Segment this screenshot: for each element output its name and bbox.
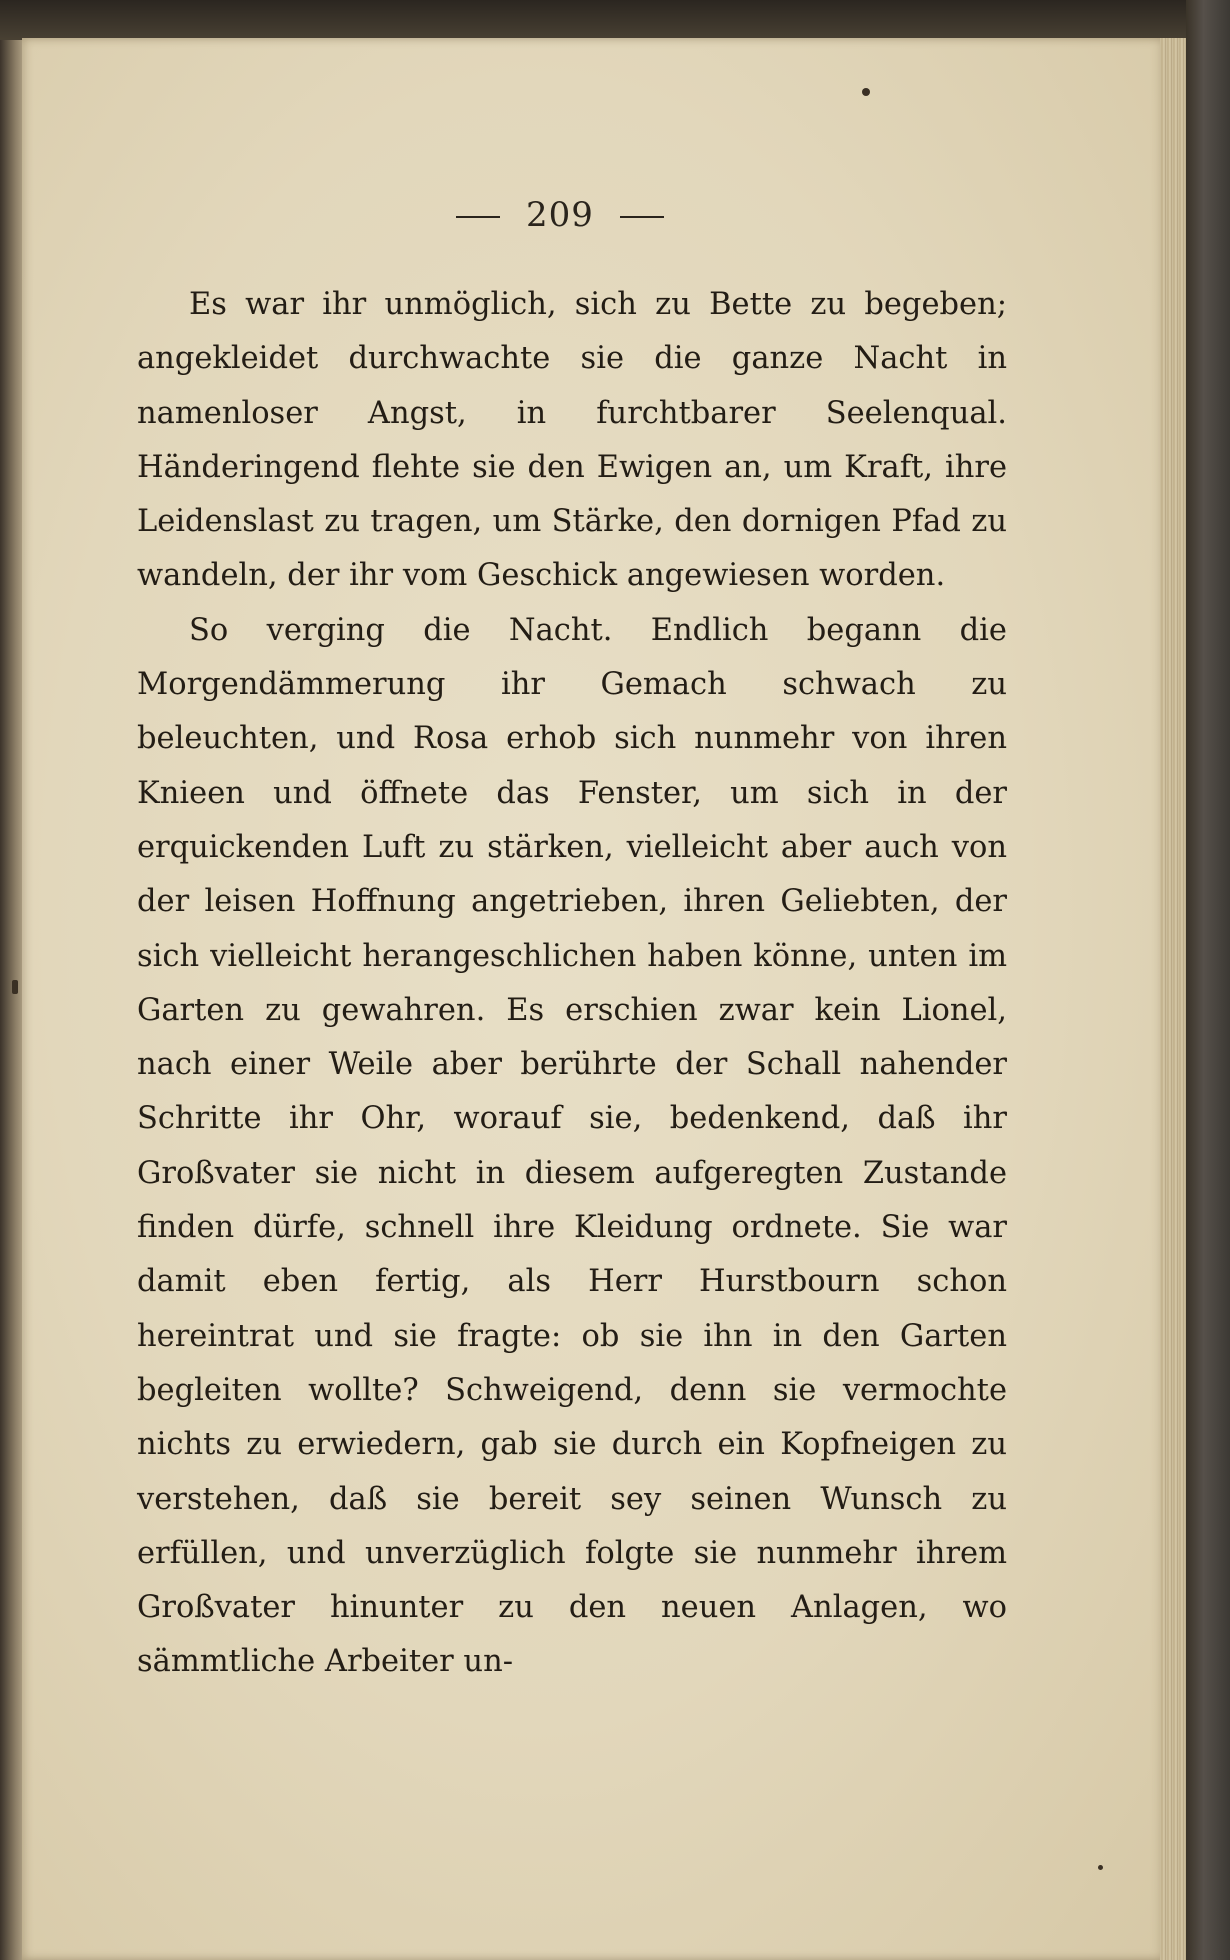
page-number: 209 xyxy=(526,195,594,235)
paper-speck xyxy=(12,980,18,994)
paragraph-1: Es war ihr unmöglich, sich zu Bette zu begeben; angekleidet durchwachte sie die ganze Nacht in namenloser Angst, in furchtbarer Seelenqual. Händeringend flehte sie den Ewigen an, um Kraft, ihre Leidenslast zu tragen, um Stärke, den dornigen Pfad zu wandeln, der ihr vom Geschick angewiesen worden. xyxy=(137,287,1007,594)
scan-top-edge xyxy=(0,0,1190,42)
paragraph-2: So verging die Nacht. Endlich begann die Morgendämmerung ihr Gemach schwach zu beleuchten, und Rosa erhob sich nunmehr von ihren Knieen und öffnete das Fenster, um sich in der erquickenden Luft zu stärken, vielleicht aber auch von der leisen Hoffnung angetrieben, ihren Geliebten, der sich vielleicht herangeschlichen haben könne, unten im Garten zu gewahren. Es erschien zwar kein Lionel, nach einer Weile aber berührte der Schall nahender Schritte ihr Ohr, worauf sie, bedenkend, daß ihr Großvater sie nicht in diesem aufgeregten Zustande finden dürfe, schnell ihre Kleidung ordnete. Sie war damit eben fertig, als Herr Hurstbourn schon hereintrat und sie fragte: ob sie ihn in den Garten begleiten wollte? Schweigend, denn sie vermochte nichts zu erwiedern, gab sie durch ein Kopfneigen zu verstehen, daß sie bereit sey seinen Wunsch zu erfüllen, und unverzüglich folgte sie nunmehr ihrem Großvater hinunter zu den neuen Anlagen, wo sämmtliche Arbeiter un- xyxy=(137,612,1007,1680)
dash-left xyxy=(456,216,500,218)
paper-speck xyxy=(862,88,870,96)
book-cover-right xyxy=(1186,0,1230,1960)
dash-right xyxy=(620,216,664,218)
paper-speck xyxy=(1098,1865,1103,1870)
body-text xyxy=(137,278,1007,1690)
page-stack-edge xyxy=(1160,38,1188,1960)
page-number-header xyxy=(0,195,1120,235)
